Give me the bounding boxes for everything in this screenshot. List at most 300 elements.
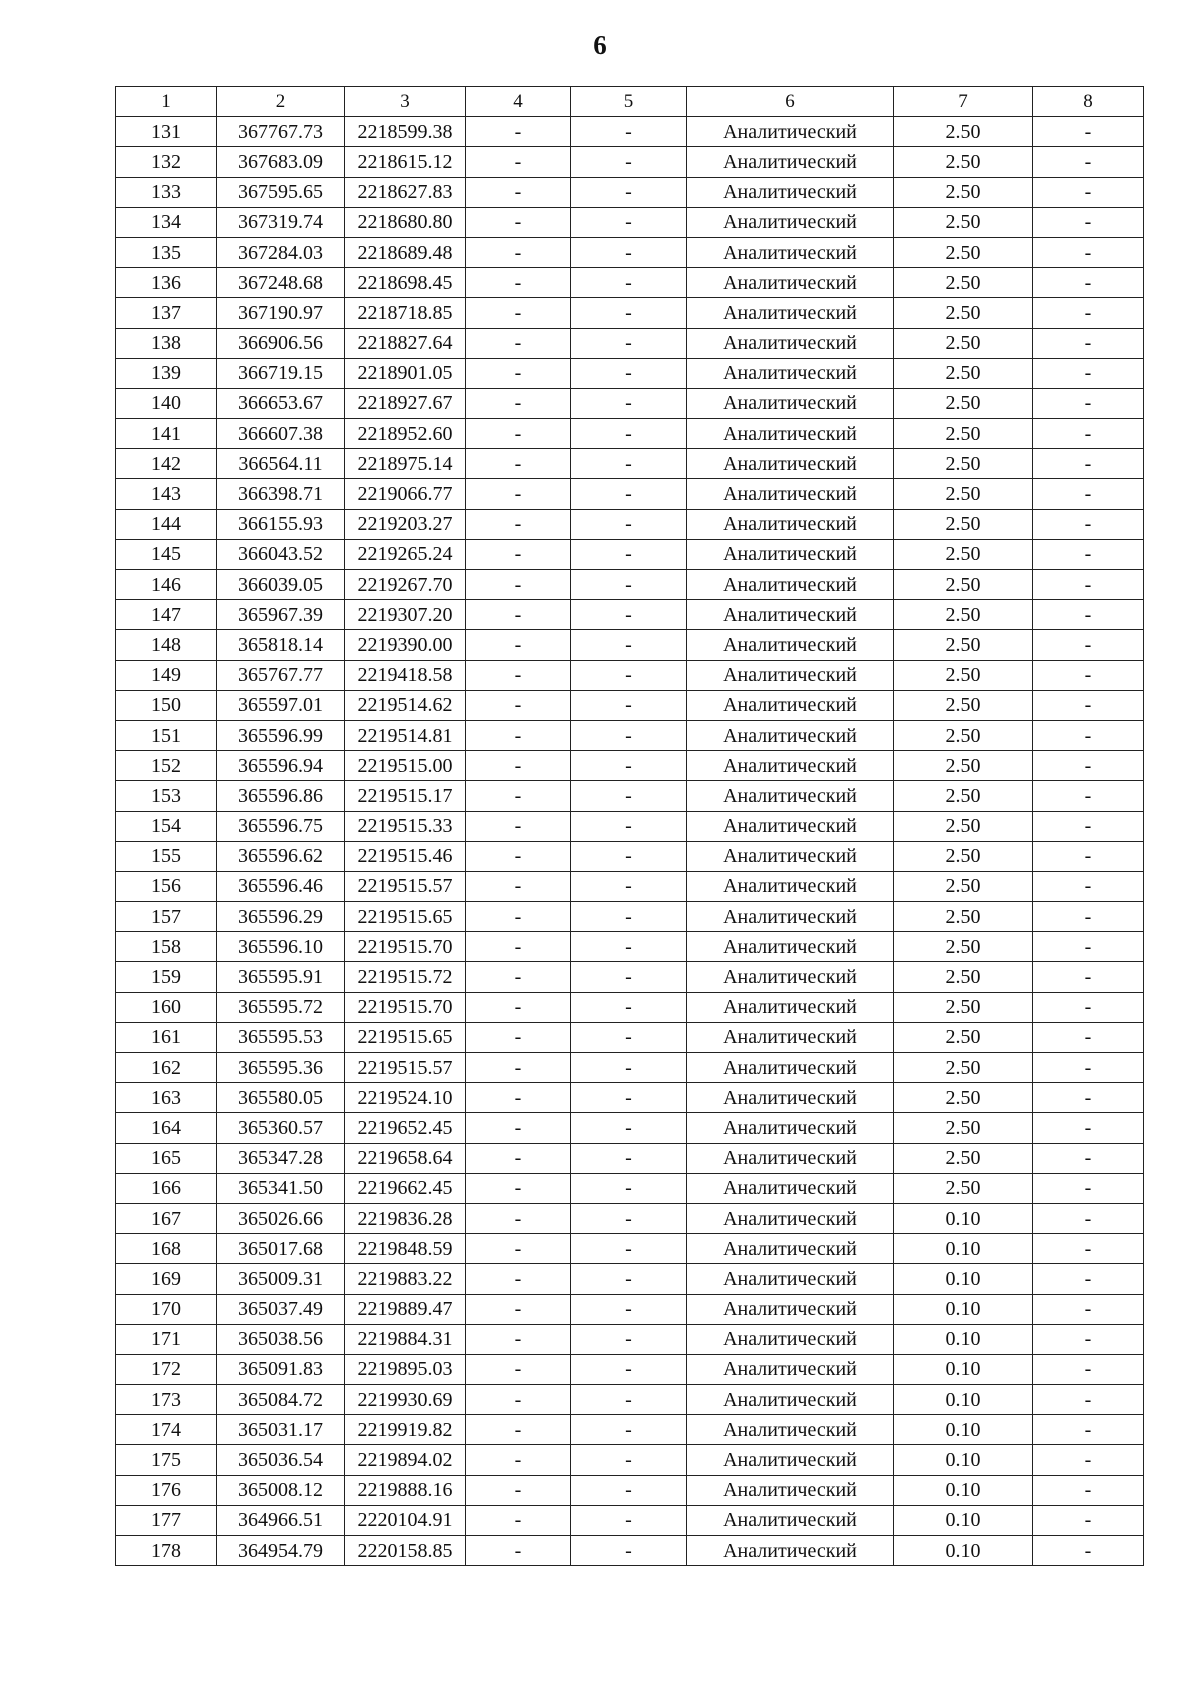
table-row (116, 328, 1144, 358)
cell-accuracy: 2.50 (894, 358, 1033, 388)
cell-method: Аналитический (687, 1536, 894, 1566)
table-row (116, 902, 1144, 932)
cell-method: Аналитический (687, 902, 894, 932)
cell-col-5: - (571, 660, 687, 690)
cell-point-number: 163 (116, 1083, 217, 1113)
cell-col-5: - (571, 811, 687, 841)
cell-col-8: - (1033, 1294, 1144, 1324)
cell-col-4: - (466, 570, 571, 600)
cell-coord-x: 365596.75 (217, 811, 345, 841)
cell-col-8: - (1033, 1173, 1144, 1203)
cell-col-4: - (466, 1505, 571, 1535)
cell-col-8: - (1033, 1354, 1144, 1384)
table-row (116, 509, 1144, 539)
cell-col-4: - (466, 1354, 571, 1384)
cell-col-4: - (466, 811, 571, 841)
cell-coord-x: 366398.71 (217, 479, 345, 509)
cell-coord-x: 365967.39 (217, 600, 345, 630)
cell-col-4: - (466, 1234, 571, 1264)
cell-col-8: - (1033, 1203, 1144, 1233)
cell-col-5: - (571, 781, 687, 811)
table-row (116, 1143, 1144, 1173)
cell-coord-y: 2218698.45 (345, 268, 466, 298)
cell-coord-x: 365596.46 (217, 871, 345, 901)
cell-point-number: 149 (116, 660, 217, 690)
cell-coord-y: 2219515.65 (345, 1022, 466, 1052)
cell-coord-y: 2219524.10 (345, 1083, 466, 1113)
table-row (116, 1445, 1144, 1475)
cell-col-5: - (571, 1083, 687, 1113)
cell-accuracy: 0.10 (894, 1354, 1033, 1384)
cell-accuracy: 0.10 (894, 1415, 1033, 1445)
cell-coord-x: 365767.77 (217, 660, 345, 690)
cell-col-4: - (466, 962, 571, 992)
cell-coord-x: 366906.56 (217, 328, 345, 358)
cell-coord-y: 2219066.77 (345, 479, 466, 509)
cell-col-5: - (571, 509, 687, 539)
cell-method: Аналитический (687, 841, 894, 871)
cell-col-8: - (1033, 841, 1144, 871)
cell-coord-y: 2219515.46 (345, 841, 466, 871)
cell-col-4: - (466, 1475, 571, 1505)
table-row (116, 992, 1144, 1022)
cell-col-8: - (1033, 237, 1144, 267)
table-body (116, 87, 1144, 1566)
cell-col-4: - (466, 1264, 571, 1294)
cell-coord-x: 365595.72 (217, 992, 345, 1022)
cell-coord-x: 365008.12 (217, 1475, 345, 1505)
cell-col-4: - (466, 268, 571, 298)
cell-point-number: 147 (116, 600, 217, 630)
cell-point-number: 138 (116, 328, 217, 358)
table-row (116, 147, 1144, 177)
cell-point-number: 154 (116, 811, 217, 841)
cell-accuracy: 2.50 (894, 539, 1033, 569)
cell-col-5: - (571, 1053, 687, 1083)
cell-col-4: - (466, 1385, 571, 1415)
cell-coord-x: 365596.86 (217, 781, 345, 811)
cell-coord-y: 2219390.00 (345, 630, 466, 660)
cell-method: Аналитический (687, 1203, 894, 1233)
table-header-row (116, 87, 1144, 117)
table-row (116, 630, 1144, 660)
cell-point-number: 151 (116, 720, 217, 750)
cell-col-5: - (571, 358, 687, 388)
cell-accuracy: 2.50 (894, 720, 1033, 750)
cell-point-number: 170 (116, 1294, 217, 1324)
cell-method: Аналитический (687, 1173, 894, 1203)
table-row (116, 207, 1144, 237)
cell-coord-y: 2219652.45 (345, 1113, 466, 1143)
cell-coord-x: 365818.14 (217, 630, 345, 660)
cell-coord-x: 365084.72 (217, 1385, 345, 1415)
cell-coord-x: 365596.62 (217, 841, 345, 871)
cell-point-number: 133 (116, 177, 217, 207)
cell-coord-y: 2219515.57 (345, 1053, 466, 1083)
cell-col-4: - (466, 449, 571, 479)
cell-coord-y: 2219267.70 (345, 570, 466, 600)
cell-coord-y: 2219265.24 (345, 539, 466, 569)
cell-accuracy: 2.50 (894, 207, 1033, 237)
table-row (116, 1475, 1144, 1505)
cell-col-5: - (571, 1234, 687, 1264)
cell-col-8: - (1033, 660, 1144, 690)
cell-col-5: - (571, 932, 687, 962)
cell-point-number: 171 (116, 1324, 217, 1354)
cell-method: Аналитический (687, 1324, 894, 1354)
cell-col-8: - (1033, 117, 1144, 147)
cell-col-4: - (466, 1324, 571, 1354)
cell-col-5: - (571, 1294, 687, 1324)
cell-coord-x: 367190.97 (217, 298, 345, 328)
coordinates-table (115, 86, 1144, 1566)
cell-point-number: 148 (116, 630, 217, 660)
cell-col-4: - (466, 1143, 571, 1173)
cell-method: Аналитический (687, 630, 894, 660)
cell-col-5: - (571, 419, 687, 449)
cell-coord-x: 365596.10 (217, 932, 345, 962)
cell-col-5: - (571, 630, 687, 660)
cell-method: Аналитический (687, 1475, 894, 1505)
table-row (116, 720, 1144, 750)
table-row (116, 1294, 1144, 1324)
cell-point-number: 178 (116, 1536, 217, 1566)
cell-coord-x: 365596.29 (217, 902, 345, 932)
table-row (116, 388, 1144, 418)
cell-method: Аналитический (687, 1385, 894, 1415)
cell-col-8: - (1033, 1536, 1144, 1566)
cell-coord-y: 2218827.64 (345, 328, 466, 358)
cell-col-8: - (1033, 419, 1144, 449)
cell-coord-x: 367319.74 (217, 207, 345, 237)
cell-method: Аналитический (687, 992, 894, 1022)
cell-col-4: - (466, 207, 571, 237)
cell-col-8: - (1033, 1264, 1144, 1294)
cell-col-8: - (1033, 1445, 1144, 1475)
cell-col-8: - (1033, 207, 1144, 237)
cell-accuracy: 2.50 (894, 660, 1033, 690)
cell-coord-y: 2219515.70 (345, 932, 466, 962)
table-row (116, 1113, 1144, 1143)
cell-col-4: - (466, 328, 571, 358)
cell-accuracy: 2.50 (894, 268, 1033, 298)
cell-col-5: - (571, 1173, 687, 1203)
cell-accuracy: 0.10 (894, 1445, 1033, 1475)
table-row (116, 570, 1144, 600)
cell-coord-y: 2218599.38 (345, 117, 466, 147)
table-row (116, 1385, 1144, 1415)
table-row (116, 1536, 1144, 1566)
cell-col-4: - (466, 1083, 571, 1113)
cell-method: Аналитический (687, 1053, 894, 1083)
table-row (116, 600, 1144, 630)
cell-col-5: - (571, 298, 687, 328)
cell-col-5: - (571, 117, 687, 147)
cell-method: Аналитический (687, 388, 894, 418)
cell-col-4: - (466, 932, 571, 962)
cell-coord-x: 365595.91 (217, 962, 345, 992)
cell-col-4: - (466, 419, 571, 449)
cell-col-5: - (571, 147, 687, 177)
cell-col-8: - (1033, 539, 1144, 569)
cell-col-4: - (466, 660, 571, 690)
cell-accuracy: 2.50 (894, 962, 1033, 992)
table-row (116, 117, 1144, 147)
cell-point-number: 150 (116, 690, 217, 720)
cell-col-5: - (571, 720, 687, 750)
cell-accuracy: 2.50 (894, 570, 1033, 600)
cell-coord-x: 366653.67 (217, 388, 345, 418)
cell-point-number: 165 (116, 1143, 217, 1173)
cell-col-8: - (1033, 1234, 1144, 1264)
cell-point-number: 131 (116, 117, 217, 147)
cell-col-4: - (466, 358, 571, 388)
cell-coord-y: 2219884.31 (345, 1324, 466, 1354)
table-row (116, 751, 1144, 781)
cell-col-8: - (1033, 932, 1144, 962)
cell-col-4: - (466, 147, 571, 177)
cell-method: Аналитический (687, 962, 894, 992)
cell-point-number: 159 (116, 962, 217, 992)
cell-method: Аналитический (687, 871, 894, 901)
cell-accuracy: 2.50 (894, 751, 1033, 781)
cell-method: Аналитический (687, 479, 894, 509)
cell-method: Аналитический (687, 207, 894, 237)
cell-col-8: - (1033, 1022, 1144, 1052)
cell-method: Аналитический (687, 509, 894, 539)
table-row (116, 932, 1144, 962)
cell-coord-x: 365580.05 (217, 1083, 345, 1113)
cell-point-number: 139 (116, 358, 217, 388)
cell-col-5: - (571, 1354, 687, 1384)
cell-coord-y: 2219894.02 (345, 1445, 466, 1475)
cell-method: Аналитический (687, 1022, 894, 1052)
cell-col-4: - (466, 1022, 571, 1052)
cell-coord-x: 367595.65 (217, 177, 345, 207)
cell-col-4: - (466, 1173, 571, 1203)
column-header-8: 8 (1033, 87, 1144, 117)
cell-coord-x: 365347.28 (217, 1143, 345, 1173)
cell-col-4: - (466, 1536, 571, 1566)
cell-col-8: - (1033, 1385, 1144, 1415)
cell-coord-y: 2218627.83 (345, 177, 466, 207)
cell-point-number: 162 (116, 1053, 217, 1083)
cell-accuracy: 2.50 (894, 932, 1033, 962)
cell-accuracy: 0.10 (894, 1234, 1033, 1264)
cell-method: Аналитический (687, 449, 894, 479)
cell-coord-x: 367284.03 (217, 237, 345, 267)
cell-col-5: - (571, 388, 687, 418)
cell-method: Аналитический (687, 117, 894, 147)
cell-coord-x: 365038.56 (217, 1324, 345, 1354)
cell-col-8: - (1033, 1324, 1144, 1354)
cell-method: Аналитический (687, 1234, 894, 1264)
cell-accuracy: 2.50 (894, 1173, 1033, 1203)
cell-col-4: - (466, 841, 571, 871)
cell-coord-y: 2219515.70 (345, 992, 466, 1022)
cell-coord-x: 365009.31 (217, 1264, 345, 1294)
cell-coord-y: 2219515.17 (345, 781, 466, 811)
table-row (116, 539, 1144, 569)
table-row (116, 811, 1144, 841)
cell-coord-y: 2219883.22 (345, 1264, 466, 1294)
cell-col-8: - (1033, 1415, 1144, 1445)
cell-col-5: - (571, 479, 687, 509)
column-header-4: 4 (466, 87, 571, 117)
table-row (116, 1234, 1144, 1264)
cell-accuracy: 2.50 (894, 1113, 1033, 1143)
cell-accuracy: 0.10 (894, 1203, 1033, 1233)
cell-coord-y: 2219515.00 (345, 751, 466, 781)
cell-coord-x: 366039.05 (217, 570, 345, 600)
cell-coord-x: 365596.99 (217, 720, 345, 750)
column-header-7: 7 (894, 87, 1033, 117)
cell-col-5: - (571, 207, 687, 237)
cell-accuracy: 2.50 (894, 992, 1033, 1022)
cell-col-8: - (1033, 147, 1144, 177)
table-row (116, 1324, 1144, 1354)
cell-method: Аналитический (687, 419, 894, 449)
cell-coord-x: 367248.68 (217, 268, 345, 298)
table-row (116, 1203, 1144, 1233)
cell-point-number: 176 (116, 1475, 217, 1505)
cell-point-number: 167 (116, 1203, 217, 1233)
cell-coord-y: 2219889.47 (345, 1294, 466, 1324)
cell-col-5: - (571, 690, 687, 720)
cell-col-5: - (571, 841, 687, 871)
cell-method: Аналитический (687, 1264, 894, 1294)
cell-col-4: - (466, 479, 571, 509)
table-row (116, 449, 1144, 479)
cell-method: Аналитический (687, 600, 894, 630)
cell-col-4: - (466, 177, 571, 207)
table-row (116, 690, 1144, 720)
cell-point-number: 136 (116, 268, 217, 298)
cell-col-4: - (466, 600, 571, 630)
cell-method: Аналитический (687, 932, 894, 962)
cell-col-5: - (571, 1264, 687, 1294)
cell-col-4: - (466, 237, 571, 267)
cell-col-5: - (571, 539, 687, 569)
cell-method: Аналитический (687, 1294, 894, 1324)
cell-method: Аналитический (687, 1445, 894, 1475)
cell-col-4: - (466, 1113, 571, 1143)
cell-method: Аналитический (687, 1113, 894, 1143)
cell-col-8: - (1033, 1053, 1144, 1083)
cell-col-5: - (571, 268, 687, 298)
column-header-2: 2 (217, 87, 345, 117)
cell-method: Аналитический (687, 539, 894, 569)
cell-accuracy: 0.10 (894, 1385, 1033, 1415)
cell-coord-x: 364954.79 (217, 1536, 345, 1566)
cell-coord-y: 2219515.57 (345, 871, 466, 901)
cell-point-number: 134 (116, 207, 217, 237)
cell-col-8: - (1033, 1475, 1144, 1505)
cell-col-4: - (466, 1053, 571, 1083)
cell-accuracy: 2.50 (894, 871, 1033, 901)
cell-coord-y: 2219515.33 (345, 811, 466, 841)
cell-coord-y: 2219919.82 (345, 1415, 466, 1445)
cell-coord-y: 2220158.85 (345, 1536, 466, 1566)
cell-col-4: - (466, 690, 571, 720)
cell-method: Аналитический (687, 690, 894, 720)
table-row (116, 177, 1144, 207)
cell-method: Аналитический (687, 1143, 894, 1173)
cell-coord-y: 2218975.14 (345, 449, 466, 479)
cell-point-number: 152 (116, 751, 217, 781)
cell-col-5: - (571, 902, 687, 932)
cell-col-8: - (1033, 479, 1144, 509)
cell-coord-x: 365037.49 (217, 1294, 345, 1324)
cell-accuracy: 0.10 (894, 1536, 1033, 1566)
cell-method: Аналитический (687, 1415, 894, 1445)
cell-coord-x: 366043.52 (217, 539, 345, 569)
cell-coord-x: 366719.15 (217, 358, 345, 388)
column-header-6: 6 (687, 87, 894, 117)
cell-method: Аналитический (687, 570, 894, 600)
cell-col-8: - (1033, 298, 1144, 328)
cell-point-number: 169 (116, 1264, 217, 1294)
cell-accuracy: 0.10 (894, 1264, 1033, 1294)
cell-col-4: - (466, 388, 571, 418)
cell-col-5: - (571, 570, 687, 600)
table-row (116, 1173, 1144, 1203)
cell-accuracy: 2.50 (894, 630, 1033, 660)
cell-method: Аналитический (687, 147, 894, 177)
cell-method: Аналитический (687, 328, 894, 358)
cell-col-5: - (571, 1475, 687, 1505)
cell-method: Аналитический (687, 660, 894, 690)
cell-coord-y: 2218689.48 (345, 237, 466, 267)
cell-accuracy: 0.10 (894, 1294, 1033, 1324)
cell-method: Аналитический (687, 298, 894, 328)
cell-coord-y: 2219662.45 (345, 1173, 466, 1203)
table-row (116, 237, 1144, 267)
cell-method: Аналитический (687, 1354, 894, 1384)
cell-coord-x: 365596.94 (217, 751, 345, 781)
cell-point-number: 160 (116, 992, 217, 1022)
cell-coord-x: 365036.54 (217, 1445, 345, 1475)
cell-coord-y: 2218718.85 (345, 298, 466, 328)
cell-coord-x: 365017.68 (217, 1234, 345, 1264)
cell-point-number: 164 (116, 1113, 217, 1143)
cell-col-4: - (466, 720, 571, 750)
cell-coord-x: 365341.50 (217, 1173, 345, 1203)
cell-method: Аналитический (687, 358, 894, 388)
cell-col-8: - (1033, 720, 1144, 750)
column-header-5: 5 (571, 87, 687, 117)
cell-point-number: 172 (116, 1354, 217, 1384)
table-row (116, 1354, 1144, 1384)
cell-col-8: - (1033, 962, 1144, 992)
cell-col-5: - (571, 237, 687, 267)
cell-accuracy: 2.50 (894, 600, 1033, 630)
cell-point-number: 141 (116, 419, 217, 449)
cell-col-5: - (571, 1505, 687, 1535)
table-row (116, 1053, 1144, 1083)
cell-point-number: 144 (116, 509, 217, 539)
cell-accuracy: 2.50 (894, 902, 1033, 932)
table-row (116, 962, 1144, 992)
cell-point-number: 173 (116, 1385, 217, 1415)
cell-coord-y: 2218680.80 (345, 207, 466, 237)
page-number: 6 (593, 30, 607, 60)
cell-col-4: - (466, 539, 571, 569)
cell-accuracy: 0.10 (894, 1505, 1033, 1535)
cell-point-number: 158 (116, 932, 217, 962)
cell-col-8: - (1033, 570, 1144, 600)
cell-coord-x: 365360.57 (217, 1113, 345, 1143)
